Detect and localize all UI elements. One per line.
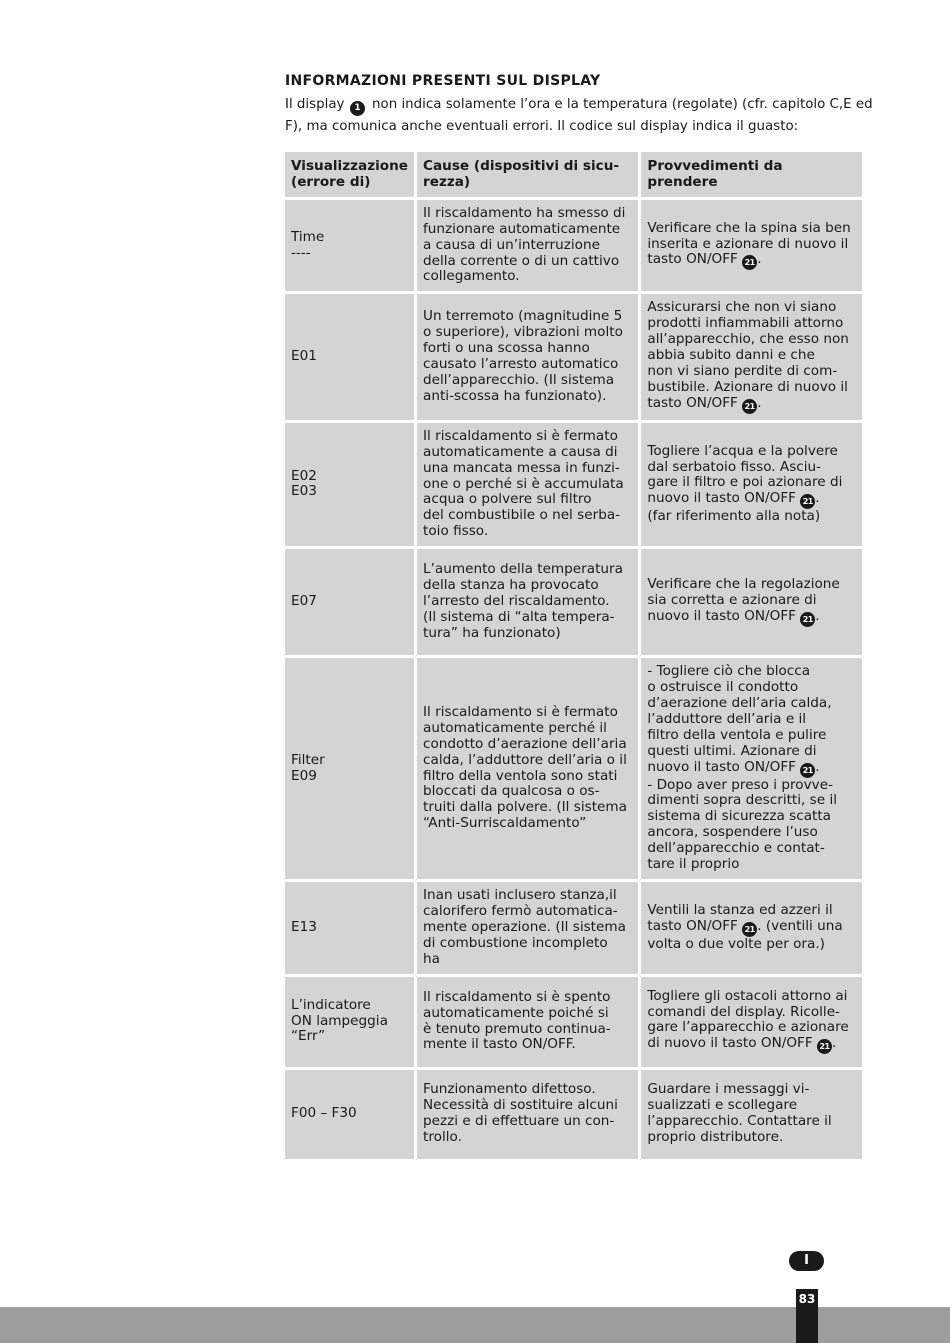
error-cause: Un terremoto (magnitudine 5 o superiore), vibrazioni molto forti o una scossa hanno causato l’arresto automatico dell’apparecchio. (Il sistema anti-scossa ha funzionato). <box>417 294 641 422</box>
table-row <box>285 423 862 549</box>
intro-text-start: Il display <box>285 97 345 112</box>
error-cause: Il riscaldamento si è spento automaticamente poiché si è tenuto premuto continua- mente il tasto ON/OFF. <box>417 977 641 1070</box>
on-off-button-badge: 21 <box>742 922 757 937</box>
on-off-button-badge: 21 <box>742 255 757 270</box>
error-code: E01 <box>285 294 417 422</box>
error-code: Time ---- <box>285 200 417 295</box>
error-action: Togliere gli ostacoli attorno ai comandi del display. Ricolle- gare l’apparecchio e azionare di nuovo il tasto ON/OFF 21 . <box>641 977 862 1070</box>
error-cause: Il riscaldamento ha smesso di funzionare automaticamente a causa di un’interruzione della corrente o di un cattivo collegamento. <box>417 200 641 295</box>
header-causes: Cause (dispositivi di sicu- rezza) <box>417 152 641 200</box>
display-reference-badge: 1 <box>350 101 365 116</box>
section-title: INFORMAZIONI PRESENTI SUL DISPLAY <box>285 73 601 89</box>
language-tab: I <box>789 1251 824 1271</box>
error-cause: Inan usati inclusero stanza,il calorifero fermò automatica- mente operazione. (Il sistema di combustione incompleto ha <box>417 882 641 977</box>
error-cause: Il riscaldamento si è fermato automaticamente perché il condotto d’aerazione dell’aria calda, l’adduttore dell’aria o il filtro della ventola sono stati bloccati da qualcosa o os- truiti dalla polvere. (Il sistema “Anti-Surriscaldamento” <box>417 658 641 882</box>
error-code: E13 <box>285 882 417 977</box>
error-code: F00 – F30 <box>285 1070 417 1162</box>
error-codes-table <box>285 152 862 1162</box>
error-action: - Togliere ciò che blocca o ostruisce il condotto d’aerazione dell’aria calda, l’adduttore dell’aria e il filtro della ventola e pulire questi ultimi. Azionare di nuovo il tasto ON/OFF 21 . - Dopo aver preso i provve- dimenti sopra descritti, se il sistema di sicurezza scatta ancora, sospendere l’uso dell’apparecchio e contat- tare il proprio <box>641 658 862 882</box>
error-cause: Funzionamento difettoso. Necessità di sostituire alcuni pezzi e di effettuare un con- trollo. <box>417 1070 641 1162</box>
page-number: 83 <box>796 1289 818 1343</box>
error-action: Ventili la stanza ed azzeri il tasto ON/OFF 21 . (ventili una volta o due volte per ora.) <box>641 882 862 977</box>
on-off-button-badge: 21 <box>817 1039 832 1054</box>
on-off-button-badge: 21 <box>800 494 815 509</box>
error-cause: Il riscaldamento si è fermato automaticamente a causa di una mancata messa in funzi- one o perché si è accumulata acqua o polvere sul filtro del combustibile o nel serba- toio fisso. <box>417 423 641 549</box>
error-code: E07 <box>285 549 417 658</box>
table-row <box>285 294 862 422</box>
error-code: E02 E03 <box>285 423 417 549</box>
error-cause: L’aumento della temperatura della stanza ha provocato l’arresto del riscaldamento. (Il sistema di “alta tempera- tura” ha funzionato) <box>417 549 641 658</box>
error-action: Assicurarsi che non vi siano prodotti infiammabili attorno all’apparecchio, che esso non abbia subito danni e che non vi siano perdite di com- bustibile. Azionare di nuovo il tasto ON/OFF 21 . <box>641 294 862 422</box>
table-header-row <box>285 152 862 200</box>
error-action: Togliere l’acqua e la polvere dal serbatoio fisso. Asciu- gare il filtro e poi azionare di nuovo il tasto ON/OFF 21 . (far riferimento alla nota) <box>641 423 862 549</box>
error-action: Guardare i messaggi vi- sualizzati e scollegare l’apparecchio. Contattare il proprio distributore. <box>641 1070 862 1162</box>
error-action: Verificare che la regolazione sia corretta e azionare di nuovo il tasto ON/OFF 21 . <box>641 549 862 658</box>
header-display: Visualizzazione (errore di) <box>285 152 417 200</box>
intro-paragraph <box>285 94 875 137</box>
error-code: Filter E09 <box>285 658 417 882</box>
table-row <box>285 658 862 882</box>
table-row <box>285 977 862 1070</box>
intro-text-end: non indica solamente l’ora e la temperatura (regolate) (cfr. capitolo C,E ed F), ma comunica anche eventuali errori. Il codice sul display indica il guasto: <box>285 97 873 134</box>
table-row <box>285 882 862 977</box>
header-actions: Provvedimenti da prendere <box>641 152 862 200</box>
error-action: Verificare che la spina sia ben inserita e azionare di nuovo il tasto ON/OFF 21 . <box>641 200 862 295</box>
on-off-button-badge: 21 <box>800 612 815 627</box>
on-off-button-badge: 21 <box>800 763 815 778</box>
on-off-button-badge: 21 <box>742 399 757 414</box>
table-row <box>285 200 862 295</box>
error-code: L’indicatore ON lampeggia “Err” <box>285 977 417 1070</box>
table-row <box>285 549 862 658</box>
table-row <box>285 1070 862 1162</box>
